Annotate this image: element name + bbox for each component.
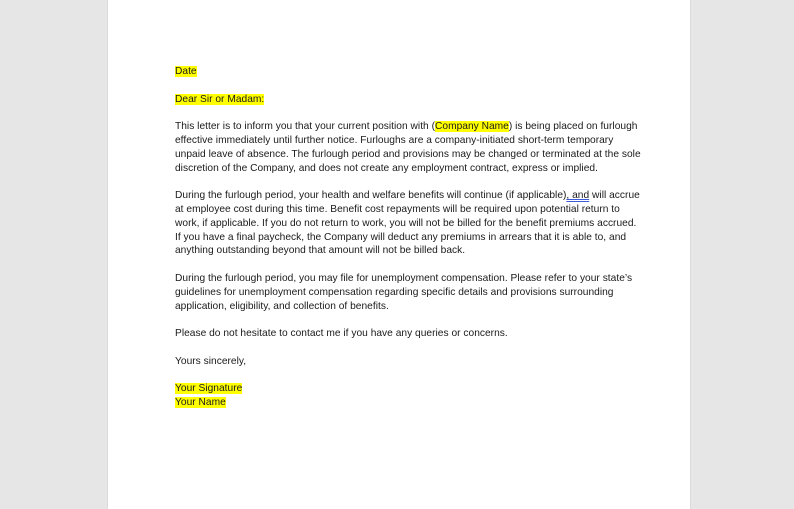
paragraph-intro-line-3: unpaid leave of absence. The furlough period and provisions may be changed or terminated at the sole	[175, 148, 641, 160]
paragraph-unemployment	[175, 272, 633, 313]
paragraph-benefits-line-2: at employee cost during this time. Benefit cost repayments will be required upon potential return to	[175, 203, 620, 215]
salutation: Dear Sir or Madam:	[175, 93, 265, 105]
document-page[interactable]	[108, 0, 690, 509]
grammar-suggestion-underline[interactable]: , and	[566, 190, 590, 202]
paragraph-contact	[175, 327, 625, 341]
paragraph-unemployment-line-3: application, eligibility, and collection of benefits.	[175, 300, 389, 312]
paragraph-unemployment-line-2: guidelines for unemployment compensation regarding specific details and provisions surrounding	[175, 286, 614, 298]
closing: Yours sincerely,	[175, 355, 247, 367]
signature-placeholder: Your Signature	[175, 383, 243, 395]
paragraph-benefits-line-4: If you have a final paycheck, the Company will deduct any premiums in arrears that it is able to, and	[175, 231, 627, 243]
paragraph-benefits-line-5: anything outstanding beyond that amount will not be billed back.	[175, 245, 466, 257]
paragraph-benefits-line-3: work, if applicable. If you do not return to work, you will not be billed for the benefit premiums accrued.	[175, 217, 637, 229]
signature-block	[175, 382, 625, 410]
closing-line	[175, 355, 625, 369]
paragraph-benefits	[175, 189, 640, 258]
paragraph-unemployment-line-1: During the furlough period, you may file for unemployment compensation. Please refer to your state’s	[175, 272, 633, 284]
salutation-line	[175, 93, 625, 107]
paragraph-intro-line-4: discretion of the Company, and does not create any employment contract, express or implied.	[175, 162, 598, 174]
letter-body[interactable]	[175, 65, 641, 410]
paragraph-intro	[175, 120, 641, 175]
date-line	[175, 65, 625, 79]
paragraph-benefits-line-1: During the furlough period, your health and welfare benefits will continue (if applicable), and will accrue	[175, 190, 640, 202]
name-placeholder: Your Name	[175, 397, 226, 409]
paragraph-intro-line-1: This letter is to inform you that your current position with (Company Name) is being placed on furlough	[175, 121, 638, 133]
date-placeholder: Date	[175, 66, 197, 77]
company-name-placeholder: Company Name	[435, 121, 509, 133]
contact-line: Please do not hesitate to contact me if you have any queries or concerns.	[175, 328, 508, 340]
paragraph-intro-line-2: effective immediately until further notice. Furloughs are a company-initiated short-term temporary	[175, 134, 614, 146]
